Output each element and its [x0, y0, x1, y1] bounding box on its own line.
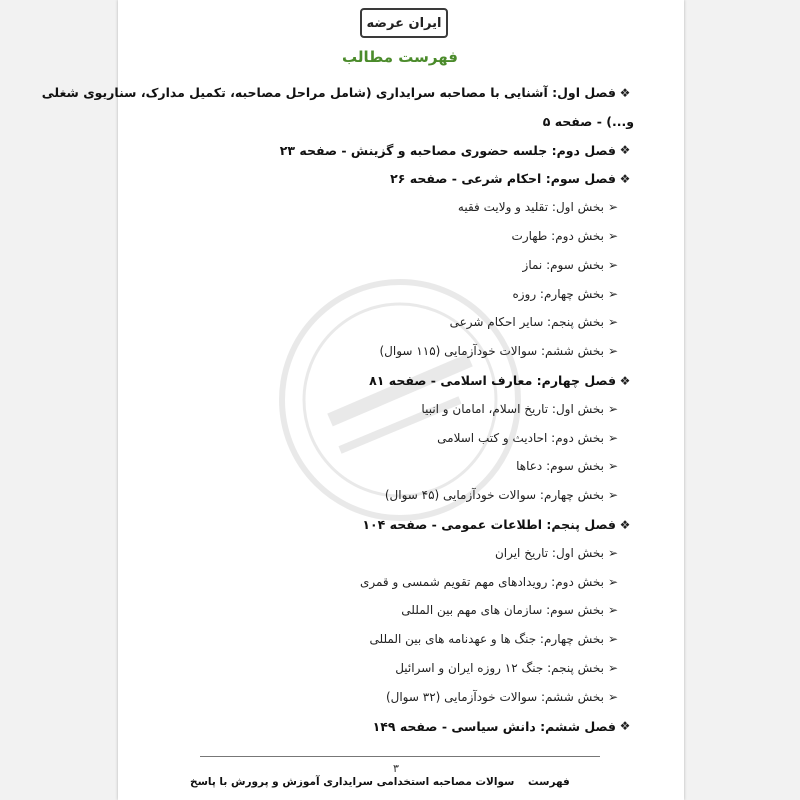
toc-entry-text: فصل اول: آشنایی با مصاحبه سرایداری (شامل مراحل مصاحبه، تکمیل مدارک، سناریوی شغلی [41, 85, 616, 100]
toc-section [512, 287, 622, 301]
toc-chapter [280, 143, 634, 158]
arrowhead-bullet-icon: ➢ [607, 200, 619, 215]
arrowhead-bullet-icon: ➢ [607, 603, 619, 618]
toc-entry-text: بخش اول: تاریخ ایران [494, 545, 604, 560]
toc-section [369, 632, 622, 646]
toc-chapter [362, 517, 634, 532]
footer-section-label: فهرست [528, 776, 570, 788]
toc-entry-text: بخش سوم: دعاها [516, 459, 604, 474]
page-number: ۳ [393, 762, 399, 775]
toc-section [516, 459, 622, 473]
toc-section [495, 546, 622, 560]
toc-title: فهرست مطالب [342, 48, 458, 66]
toc-entry-text: بخش چهارم: روزه [512, 286, 604, 301]
toc-entry-text: بخش چهارم: جنگ ها و عهدنامه های بین المللی [369, 632, 604, 647]
logo-text: ایران عرضه [366, 15, 442, 31]
toc-entry-text: بخش چهارم: سوالات خودآزمایی (۴۵ سوال) [384, 488, 604, 503]
diamond-bullet-icon: ❖ [619, 719, 631, 734]
diamond-bullet-icon: ❖ [619, 373, 631, 388]
toc-section [360, 575, 622, 589]
toc-entry-text: فصل چهارم: معارف اسلامی - صفحه ۸۱ [369, 373, 616, 388]
diamond-bullet-icon: ❖ [619, 85, 631, 100]
arrowhead-bullet-icon: ➢ [607, 545, 619, 560]
toc-entry-text: فصل دوم: جلسه حضوری مصاحبه و گزینش - صفحه ۲۳ [279, 142, 616, 158]
toc-entry-text: بخش ششم: سوالات خودآزمایی (۳۲ سوال) [385, 689, 604, 704]
arrowhead-bullet-icon: ➢ [607, 401, 619, 416]
toc-chapter [373, 719, 634, 734]
arrowhead-bullet-icon: ➢ [607, 689, 619, 704]
arrowhead-bullet-icon: ➢ [607, 430, 619, 445]
toc-entry-text: بخش پنجم: سایر احکام شرعی [449, 315, 604, 330]
toc-entry-text: بخش ششم: سوالات خودآزمایی (۱۱۵ سوال) [379, 344, 604, 359]
diamond-bullet-icon: ❖ [619, 171, 631, 186]
arrowhead-bullet-icon: ➢ [607, 661, 619, 675]
toc-section [401, 603, 622, 617]
toc-entry-text: بخش سوم: نماز [522, 257, 604, 272]
toc-entry-text: فصل ششم: دانش سیاسی - صفحه ۱۴۹ [372, 718, 616, 734]
toc-section [421, 402, 622, 416]
toc-section [523, 258, 622, 272]
toc-section [437, 431, 622, 445]
toc-section [385, 488, 622, 502]
arrowhead-bullet-icon: ➢ [607, 459, 619, 474]
arrowhead-bullet-icon: ➢ [607, 286, 619, 301]
toc-chapter [42, 85, 634, 100]
toc-entry-text: بخش دوم: رویدادهای مهم تقویم شمسی و قمری [359, 574, 604, 589]
toc-section [458, 200, 622, 214]
arrowhead-bullet-icon: ➢ [607, 632, 619, 647]
toc-chapter [369, 373, 634, 388]
toc-section [395, 661, 622, 675]
arrowhead-bullet-icon: ➢ [607, 344, 619, 359]
toc-section [379, 344, 622, 358]
toc-entry-text: بخش دوم: احادیث و کتب اسلامی [437, 430, 604, 445]
toc-entry-text: بخش دوم: طهارت [511, 229, 604, 243]
toc-entry-text: بخش سوم: سازمان های مهم بین المللی [401, 603, 604, 618]
toc-section [450, 315, 622, 329]
toc-entry-text: بخش اول: تقلید و ولایت فقیه [457, 200, 604, 215]
arrowhead-bullet-icon: ➢ [607, 315, 619, 330]
toc-section [386, 690, 622, 704]
diamond-bullet-icon: ❖ [619, 143, 631, 158]
toc-entry-text: فصل پنجم: اطلاعات عمومی - صفحه ۱۰۴ [362, 517, 616, 532]
toc-chapter [390, 171, 634, 186]
footer-divider [200, 756, 600, 757]
arrowhead-bullet-icon: ➢ [607, 257, 619, 272]
arrowhead-bullet-icon: ➢ [607, 229, 619, 243]
arrowhead-bullet-icon: ➢ [607, 488, 619, 503]
toc-entry-text: بخش اول: تاریخ اسلام، امامان و انبیا [421, 401, 604, 416]
footer-book-title: سوالات مصاحبه استخدامی سرایداری آموزش و پرورش با پاسخ [190, 776, 515, 788]
toc-entry-text: فصل سوم: احکام شرعی - صفحه ۲۶ [390, 171, 616, 187]
toc-entry-text: بخش پنجم: جنگ ۱۲ روزه ایران و اسرائیل [395, 661, 604, 675]
toc-entry-continuation: و...) - صفحه ۵ [542, 113, 634, 129]
arrowhead-bullet-icon: ➢ [607, 574, 619, 589]
diamond-bullet-icon: ❖ [619, 517, 631, 532]
toc-section [512, 229, 622, 243]
